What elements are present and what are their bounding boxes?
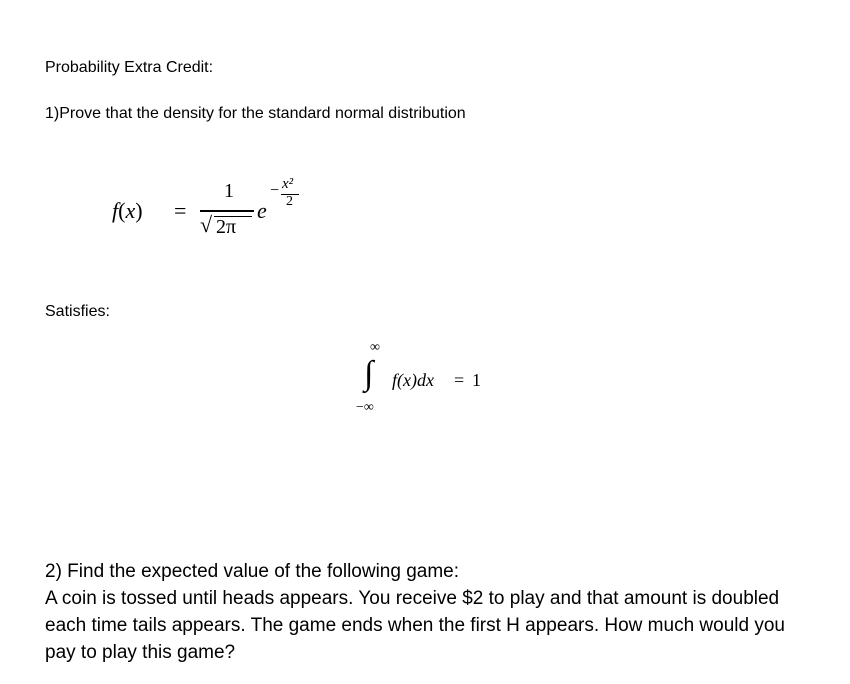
question-2 <box>45 558 805 666</box>
exponent-numerator: x² <box>282 176 294 192</box>
integral-value: 1 <box>472 370 481 390</box>
density-formula <box>112 176 332 246</box>
formula-denominator: 2π <box>216 216 237 238</box>
formula-numerator: 1 <box>224 180 234 202</box>
question-2-body: A coin is tossed until heads appears. You receive $2 to play and that amount is doubled each time tails appears. The game ends when the first H appears. How much would you pay to play this game? <box>45 588 785 663</box>
integrand: f(x)dx <box>392 370 434 390</box>
integral-equals: = <box>454 370 465 390</box>
integral-equation <box>350 340 510 420</box>
sqrt-symbol: √ <box>200 212 213 237</box>
page-heading: Probability Extra Credit: <box>45 59 214 76</box>
exponent-denominator: 2 <box>286 194 293 209</box>
integral-upper-limit: ∞ <box>370 340 380 355</box>
satisfies-label: Satisfies: <box>45 303 110 320</box>
formula-equals: = <box>174 198 187 223</box>
question-1-prompt: 1)Prove that the density for the standard normal distribution <box>45 105 466 122</box>
formula-base: e <box>257 198 267 223</box>
question-2-title: 2) Find the expected value of the following game: <box>45 561 460 582</box>
formula-lhs: f(x) <box>112 198 143 223</box>
integral-lower-limit: −∞ <box>356 400 374 415</box>
exponent-sign: − <box>270 182 280 199</box>
integral-sign: ∫ <box>364 355 374 392</box>
